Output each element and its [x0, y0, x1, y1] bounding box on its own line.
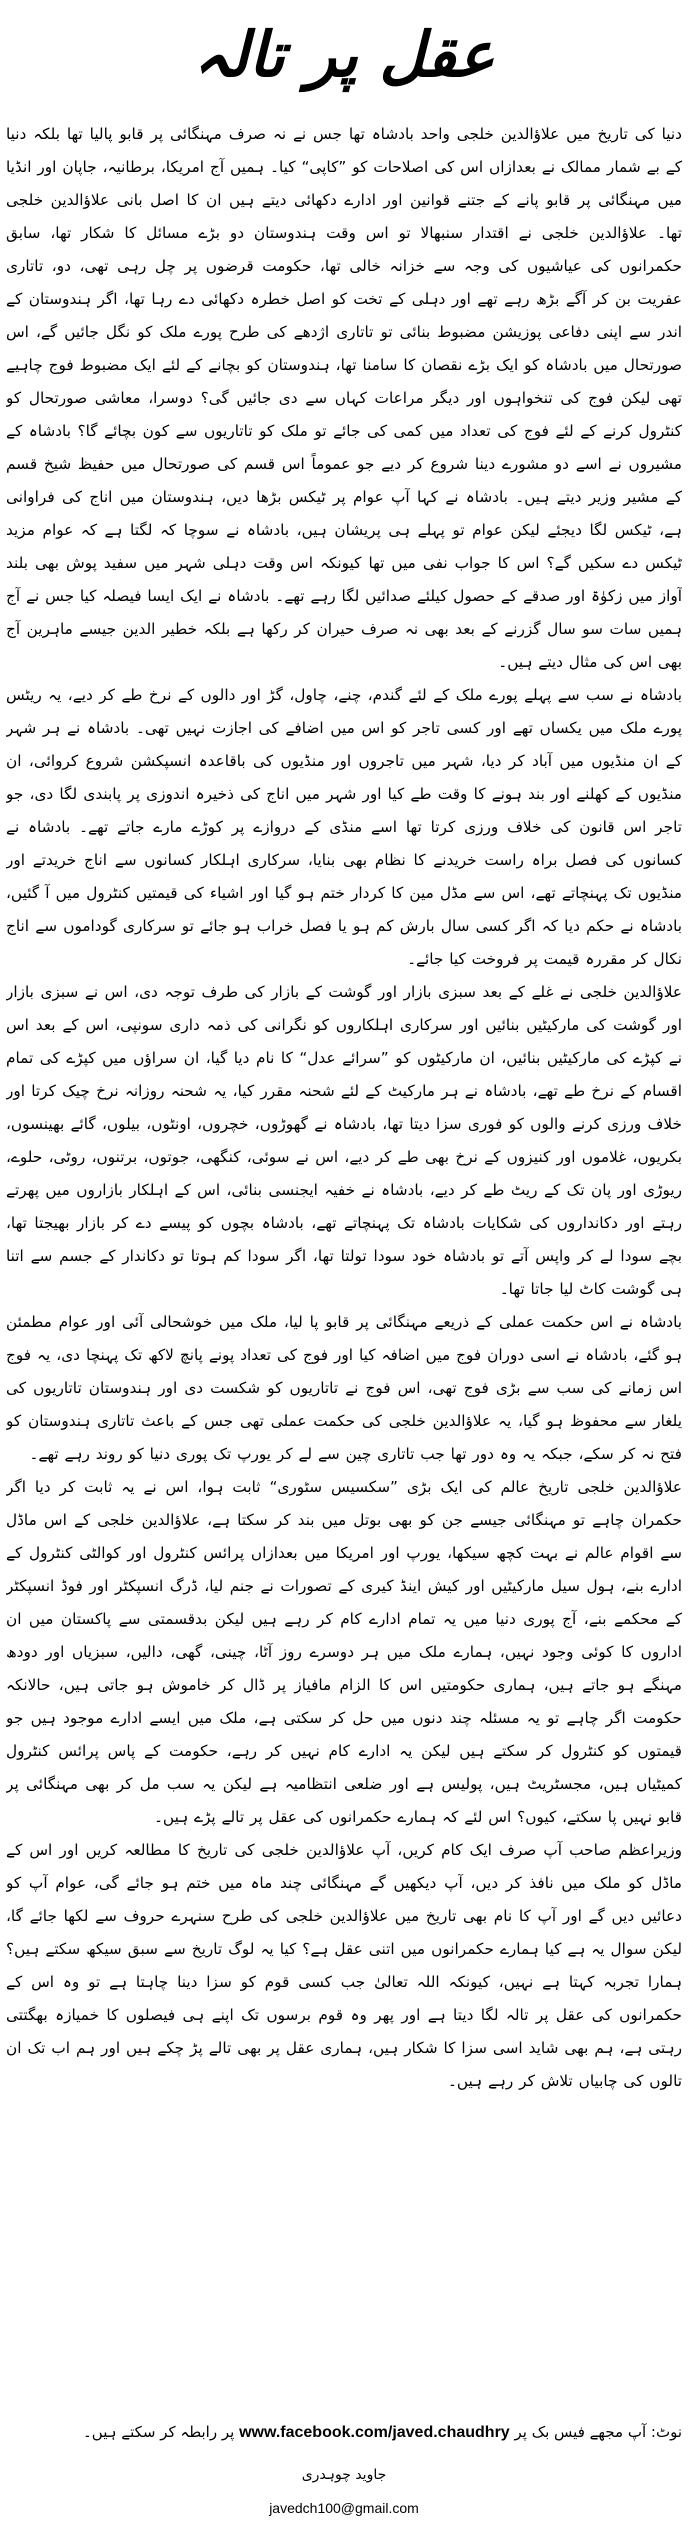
contact-note [6, 2412, 682, 2452]
title-block [6, 0, 682, 110]
paragraph: وزیراعظم صاحب آپ صرف ایک کام کریں، آپ علاؤالدین خلجی کی تاریخ کا مطالعہ کریں اور اس کے ماڈل کو ملک میں نافذ کر دیں، آپ دیکھیں گے مہنگائی چند ماہ میں ختم ہو جائے گی، عوام آپ کو دعائیں دیں گے اور آپ کا نام بھی تاریخ میں علاؤالدین خلجی کی طرح سنہرے حروف سے لکھا جائے گا، لیکن سوال یہ ہے کیا ہمارے حکمرانوں میں اتنی عقل ہے؟ کیا یہ لوگ تاریخ سے سبق سیکھ سکتے ہیں؟ ہمارا تجربہ کہتا ہے نہیں، کیونکہ اللہ تعالیٰ جب کسی قوم کو سزا دینا چاہتا ہے تو وہ اس کے حکمرانوں کی عقل پر تالہ لگا دیتا ہے اور پھر وہ قوم برسوں تک اپنے ہی فیصلوں کا خمیازہ بھگتتی رہتی ہے، ہم بھی شاید اسی سزا کا شکار ہیں، ہماری عقل پر بھی تالے پڑ چکے ہیں اور ہم اب تک ان تالوں کی چابیاں تلاش کر رہے ہیں۔ [6, 1841, 682, 2090]
paragraph: دنیا کی تاریخ میں علاؤالدین خلجی واحد بادشاہ تھا جس نے نہ صرف مہنگائی پر قابو پالیا تھا بلکہ دنیا کے بے شمار ممالک نے بعدازاں اس کی اصلاحات کو ”کاپی“ کیا۔ ہمیں آج امریکا، برطانیہ، جاپان اور انڈیا میں مہنگائی پر قابو پانے کے جتنے قوانین اور ادارے دکھائی دیتے ہیں ان کا اصل بانی علاؤالدین خلجی تھا۔ علاؤالدین خلجی نے اقتدار سنبھالا تو اس وقت ہندوستان دو بڑے مسائل کا شکار تھا، سابق حکمرانوں کی عیاشیوں کی وجہ سے خزانہ خالی تھا، حکومت قرضوں پر چل رہی تھی، دو، تاتاری عفریت بن کر آگے بڑھ رہے تھے اور دہلی کے تخت کو اصل خطرہ دکھائی دے رہا تھا، اگر ہندوستان کے اندر سے اپنی دفاعی پوزیشن مضبوط بنائی تو تاتاری اژدھے کی طرح پورے ملک کو نگل جائیں گے، اس صورتحال میں بادشاہ کو ایک بڑے نقصان کا سامنا تھا، ہندوستان کو بچانے کے لئے ایک مضبوط فوج چاہیے تھی لیکن فوج کی تنخواہوں اور دیگر مراعات کہاں سے دی جائیں گی؟ دوسرا، معاشی صورتحال کو کنٹرول کرنے کے لئے فوج کی تعداد میں کمی کی جائے تو ملک کو تاتاریوں سے کون بچائے گا؟ بادشاہ کے مشیروں نے اسے دو مشورے دینا شروع کر دیے جو عموماً اس قسم کی صورتحال میں حفیظ شیخ قسم کے مشیر وزیر دیتے ہیں۔ بادشاہ نے کہا آپ عوام پر ٹیکس بڑھا دیں، ہندوستان میں اناج کی فراوانی ہے، ٹیکس لگا دیجئے لیکن عوام تو پہلے ہی پریشان ہیں، بادشاہ نے سوچا کہ لگتا ہے کہ عوام مزید ٹیکس دے سکیں گے؟ اس کا جواب نفی میں تھا کیونکہ اس وقت دہلی شہر میں سفید پوش بھی بلند آواز میں زکوٰۃ اور صدقے کے حصول کیلئے صدائیں لگا رہے تھے۔ بادشاہ نے ایک ایسا فیصلہ کیا جس نے آج ہمیں سات سو سال گزرنے کے بعد بھی نہ صرف حیران کر رکھا ہے بلکہ خطیر الدین جیسے ماہرین آج بھی اس کی مثال دیتے ہیں۔ [6, 125, 682, 671]
paragraph: بادشاہ نے سب سے پہلے پورے ملک کے لئے گندم، چنے، چاول، گڑ اور دالوں کے نرخ طے کر دیے، یہ ریٹس پورے ملک میں یکساں تھے اور کسی تاجر کو اس میں اضافے کی اجازت نہیں تھی۔ بادشاہ نے ہر شہر کے ان منڈیوں میں آباد کر دیا، شہر میں تاجروں اور منڈیوں کی باقاعدہ انسپکشن شروع کروائی، ان منڈیوں کے کھلنے اور بند ہونے کا وقت طے کیا اور شہر میں اناج کی ذخیرہ اندوزی پر پابندی لگا دی، جو تاجر اس قانون کی خلاف ورزی کرتا تھا اسے منڈی کے دروازے پر کوڑے مارے جاتے تھے۔ بادشاہ نے کسانوں کی فصل براہ راست خریدنے کا نظام بھی بنایا، سرکاری اہلکار کسانوں سے اناج خریدتے اور منڈیوں تک پہنچاتے تھے، اس سے مڈل مین کا کردار ختم ہو گیا اور اشیاء کی قیمتیں کنٹرول میں آ گئیں، بادشاہ نے حکم دیا کہ اگر کسی سال بارش کم ہو یا فصل خراب ہو جائے تو سرکاری گوداموں سے اناج نکال کر مقررہ قیمت پر فروخت کیا جائے۔ [6, 686, 682, 968]
paragraph: علاؤالدین خلجی نے غلے کے بعد سبزی بازار اور گوشت کے بازار کی طرف توجہ دی، اس نے سبزی بازار اور گوشت کی مارکیٹیں بنائیں اور سرکاری اہلکاروں کو نگرانی کی ذمہ داری سونپی، اس کے بعد اس نے کپڑے کی مارکیٹیں بنائیں، ان مارکیٹوں کو ”سرائے عدل“ کا نام دیا گیا، ان سراؤں میں کپڑے کی تمام اقسام کے نرخ طے تھے، بادشاہ نے ہر مارکیٹ کے لئے شحنہ مقرر کیا، یہ شحنہ روزانہ نرخ چیک کرتا اور خلاف ورزی کرنے والوں کو فوری سزا دیتا تھا، بادشاہ نے گھوڑوں، خچروں، اونٹوں، بیلوں، گائے بھینسوں، بکریوں، غلاموں اور کنیزوں کے نرخ بھی طے کر دیے، اس نے سوئی، کنگھی، جوتوں، برتنوں، روٹی، حلوے، ریوڑی اور پان تک کے ریٹ طے کر دیے، بادشاہ نے خفیہ ایجنسی بنائی، اس کے اہلکار بازاروں میں پھرتے رہتے اور دکانداروں کی شکایات بادشاہ تک پہنچاتے تھے، بادشاہ بچوں کو پیسے دے کر بازار بھیجتا تھا، بچے سودا لے کر واپس آتے تو بادشاہ خود سودا تولتا تھا، اگر سودا کم ہوتا تو دکاندار کے جسم سے اتنا ہی گوشت کاٹ لیا جاتا تھا۔ [6, 983, 682, 1298]
note-suffix: پر رابطہ کر سکتے ہیں۔ [83, 2423, 235, 2441]
facebook-link[interactable]: www.facebook.com/javed.chaudhry [239, 2424, 510, 2441]
note-prefix: نوٹ: آپ مجھے فیس بک پر [514, 2423, 682, 2441]
column-title: عقل پر تالہ [193, 18, 495, 91]
article-body [6, 118, 682, 2408]
paragraph: علاؤالدین خلجی تاریخ عالم کی ایک بڑی ”سکسیس سٹوری“ ثابت ہوا، اس نے یہ ثابت کر دیا اگر حکمران چاہے تو مہنگائی جیسے جن کو بھی بوتل میں بند کر سکتا ہے، علاؤالدین خلجی کے اس ماڈل سے اقوام عالم نے بہت کچھ سیکھا، یورپ اور امریکا میں بعدازاں پرائس کنٹرول اور کوالٹی کنٹرول کے ادارے بنے، ہول سیل مارکیٹیں اور کیش اینڈ کیری کے تصورات نے جنم لیا، ڈرگ انسپکٹر اور فوڈ انسپکٹر کے محکمے بنے، آج پوری دنیا میں یہ تمام ادارے کام کر رہے ہیں لیکن بدقسمتی سے پاکستان میں ان اداروں کا کوئی وجود نہیں، ہمارے ملک میں ہر دوسرے روز آٹا، چینی، گھی، دالیں، سبزیاں اور دودھ مہنگے ہو جاتے ہیں، ہماری حکومتیں اس کا الزام مافیاز پر ڈال کر خاموش ہو جاتی ہیں، حالانکہ حکومت اگر چاہے تو یہ مسئلہ چند دنوں میں حل کر سکتی ہے، ملک میں ایسے ادارے موجود ہیں جو قیمتوں کو کنٹرول کر سکتے ہیں لیکن یہ ادارے کام نہیں کر رہے، حکومت کے پاس پرائس کنٹرول کمیٹیاں ہیں، مجسٹریٹ ہیں، پولیس ہے اور ضلعی انتظامیہ ہے لیکن یہ سب مل کر بھی مہنگائی پر قابو نہیں پا سکتے، کیوں؟ اس لئے کہ ہمارے حکمرانوں کی عقل پر تالے پڑے ہیں۔ [6, 1478, 682, 1826]
author-email[interactable]: javedch100@gmail.com [269, 2500, 419, 2516]
author-name: جاوید چوہدری [301, 2467, 387, 2483]
paragraph: بادشاہ نے اس حکمت عملی کے ذریعے مہنگائی پر قابو پا لیا، ملک میں خوشحالی آئی اور عوام مطمئن ہو گئے، بادشاہ نے اسی دوران فوج میں اضافہ کیا اور فوج کی تعداد پونے پانچ لاکھ تک پہنچا دی، یہ فوج اس زمانے کی سب سے بڑی فوج تھی، اس فوج نے تاتاریوں کو شکست دی اور ہندوستان تاتاریوں کی یلغار سے محفوظ ہو گیا، یہ علاؤالدین خلجی کی حکمت عملی تھی جس کے باعث تاتاری ہندوستان کو فتح نہ کر سکے، جبکہ یہ وہ دور تھا جب تاتاری چین سے لے کر یورپ تک پوری دنیا کو روند رہے تھے۔ [6, 1313, 682, 1463]
